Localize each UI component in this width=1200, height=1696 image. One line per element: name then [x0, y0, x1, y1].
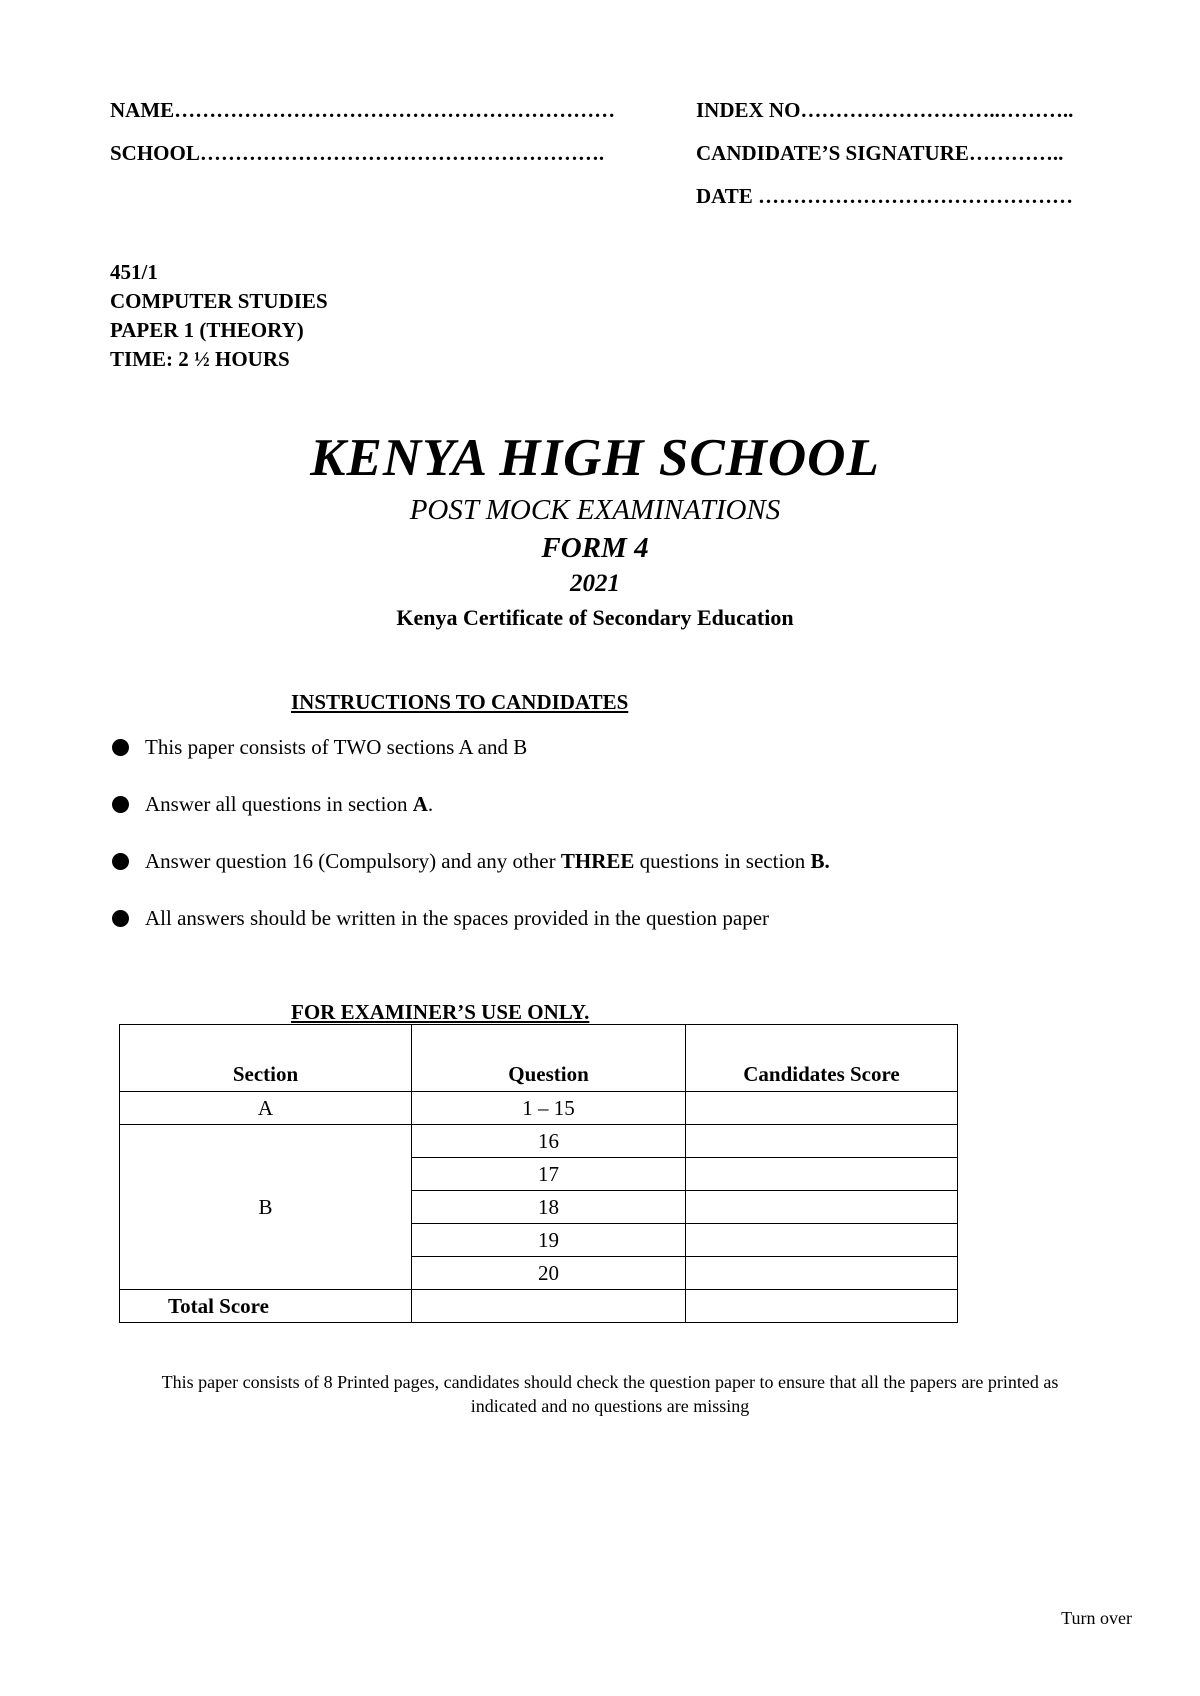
section-cell: B [120, 1125, 412, 1290]
total-row [120, 1290, 958, 1323]
score-cell[interactable] [686, 1191, 958, 1224]
header-section: Section [120, 1025, 412, 1092]
total-label: Total Score [120, 1290, 412, 1323]
instruction-item: Answer all questions in section A. [112, 792, 433, 817]
page-count-note-line: indicated and no questions are missing [470, 1396, 750, 1416]
table-header-row [120, 1025, 958, 1092]
instruction-item: This paper consists of TWO sections A and B [112, 735, 527, 760]
score-cell[interactable] [686, 1092, 958, 1125]
score-cell[interactable] [686, 1158, 958, 1191]
instructions-heading: INSTRUCTIONS TO CANDIDATES [291, 690, 629, 714]
total-score-cell[interactable] [686, 1290, 958, 1323]
certificate-name: Kenya Certificate of Secondary Education [396, 605, 794, 630]
paper-type: PAPER 1 (THEORY) [110, 318, 304, 342]
bullet-icon [112, 796, 129, 813]
header-score: Candidates Score [686, 1025, 958, 1092]
score-cell[interactable] [686, 1224, 958, 1257]
table-row [120, 1125, 958, 1158]
bullet-icon [112, 853, 129, 870]
question-cell: 20 [412, 1257, 686, 1290]
form-level: FORM 4 [541, 532, 649, 564]
bullet-icon [112, 910, 129, 927]
school-field: SCHOOL…………………………………………………. [110, 141, 605, 165]
index-number-field: INDEX NO………………………..……….. [696, 98, 1074, 122]
turn-over-label: Turn over [1061, 1608, 1132, 1628]
question-cell: 18 [412, 1191, 686, 1224]
question-cell: 1 – 15 [412, 1092, 686, 1125]
bullet-icon [112, 739, 129, 756]
time-allowed: TIME: 2 ½ HOURS [110, 347, 290, 371]
total-question-cell [412, 1290, 686, 1323]
instruction-item: Answer question 16 (Compulsory) and any other THREE questions in section B. [112, 849, 830, 874]
header-question: Question [412, 1025, 686, 1092]
candidate-signature-field: CANDIDATE’S SIGNATURE………….. [696, 141, 1064, 165]
question-cell: 16 [412, 1125, 686, 1158]
score-cell[interactable] [686, 1125, 958, 1158]
paper-info [110, 258, 328, 374]
table-row [120, 1092, 958, 1125]
examiner-score-table [119, 1024, 958, 1323]
paper-code: 451/1 [110, 260, 158, 284]
exam-year: 2021 [570, 570, 620, 597]
page-count-note-line: This paper consists of 8 Printed pages, candidates should check the question paper to ensure that all the papers are printed as [161, 1372, 1059, 1392]
instruction-item: All answers should be written in the spaces provided in the question paper [112, 906, 769, 931]
examiner-heading: FOR EXAMINER’S USE ONLY. [291, 1000, 590, 1024]
question-cell: 17 [412, 1158, 686, 1191]
page-count-note [100, 1370, 1120, 1418]
date-field: DATE ……………………………………… [696, 184, 1074, 208]
subject: COMPUTER STUDIES [110, 289, 328, 313]
question-cell: 19 [412, 1224, 686, 1257]
school-title: KENYA HIGH SCHOOL [310, 429, 880, 487]
section-cell: A [120, 1092, 412, 1125]
exam-title: POST MOCK EXAMINATIONS [409, 494, 781, 526]
name-field: NAME……………………………………………………… [110, 98, 616, 122]
score-cell[interactable] [686, 1257, 958, 1290]
